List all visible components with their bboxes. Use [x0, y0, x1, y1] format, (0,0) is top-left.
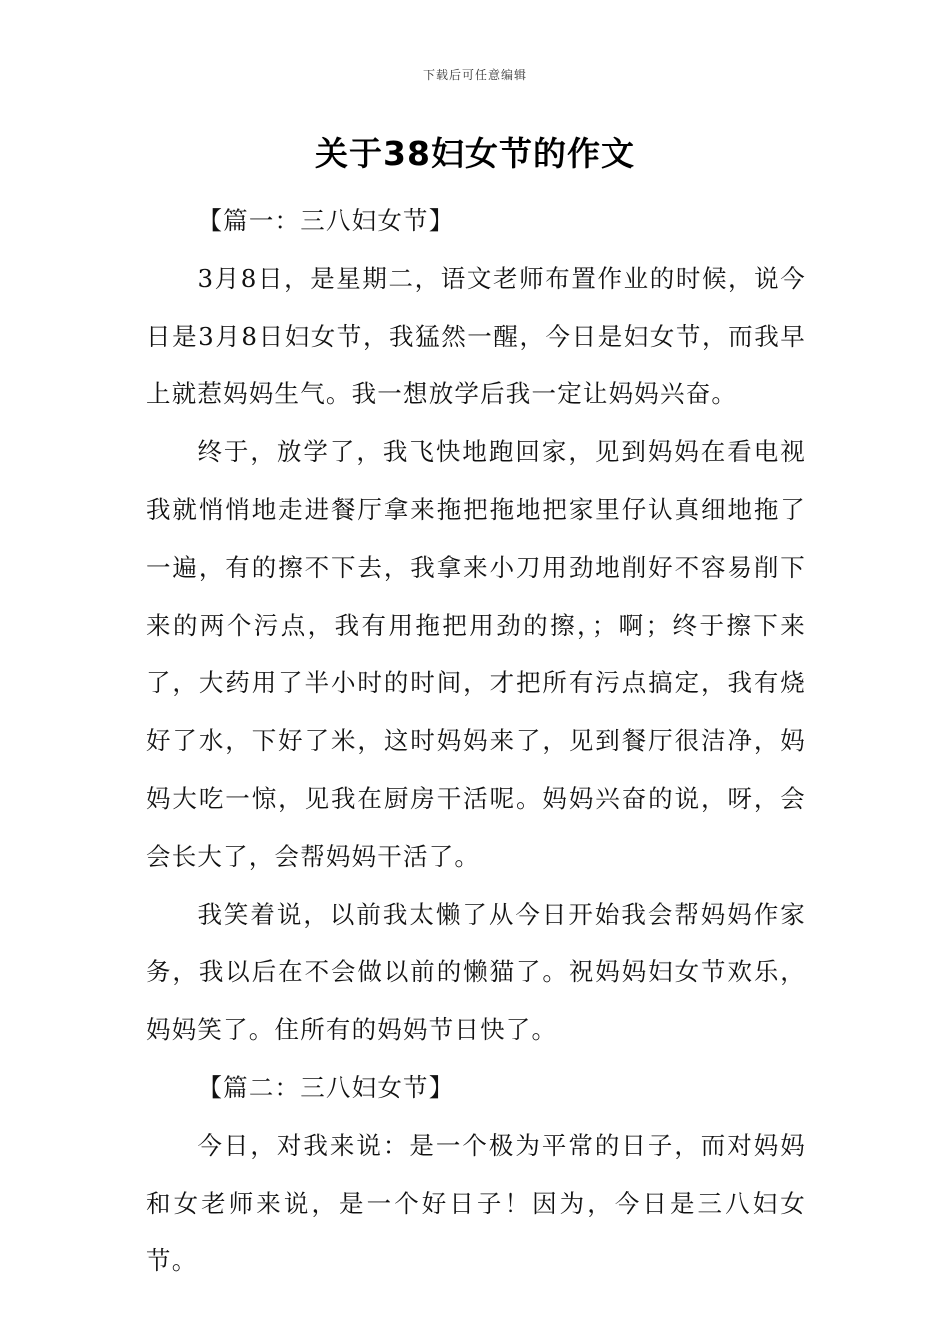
- section-heading-1: 【篇一：三八妇女节】: [197, 206, 455, 235]
- paragraph: 我笑着说，以前我太懒了从今日开始我会帮妈妈作家务，我以后在不会做以前的懒猫了。祝妈妈妇女节欢乐，妈妈笑了。住所有的妈妈节日快了。: [146, 899, 806, 1045]
- section-heading-2: 【篇二：三八妇女节】: [197, 1072, 455, 1102]
- paragraph: 3月8日，是星期二，语文老师布置作业的时候，说今日是3月8日妇女节，我猛然一醒，今日是妇女节，而我早上就惹妈妈生气。我一想放学后我一定让妈妈兴奋。: [146, 263, 806, 409]
- paragraph: 今日，对我来说：是一个极为平常的日子，而对妈妈和女老师来说，是一个好日子！因为，今日是三八妇女节。: [146, 1130, 806, 1276]
- header-note: 下载后可任意编辑: [422, 68, 527, 82]
- document-title: 关于38妇女节的作文: [315, 134, 635, 173]
- paragraph: 终于，放学了，我飞快地跑回家，见到妈妈在看电视我就悄悄地走进餐厅拿来拖把拖地把家里仔认真细地拖了一遍，有的擦不下去，我拿来小刀用劲地削好不容易削下来的两个污点，我有用拖把用劲的擦，；啊；终于擦下来了，大药用了半小时的时间，才把所有污点搞定，我有烧好了水，下好了米，这时妈妈来了，见到餐厅很洁净，妈妈大吃一惊，见我在厨房干活呢。妈妈兴奋的说，呀，会会长大了，会帮妈妈干活了。: [146, 437, 806, 871]
- document-body: [146, 192, 806, 1290]
